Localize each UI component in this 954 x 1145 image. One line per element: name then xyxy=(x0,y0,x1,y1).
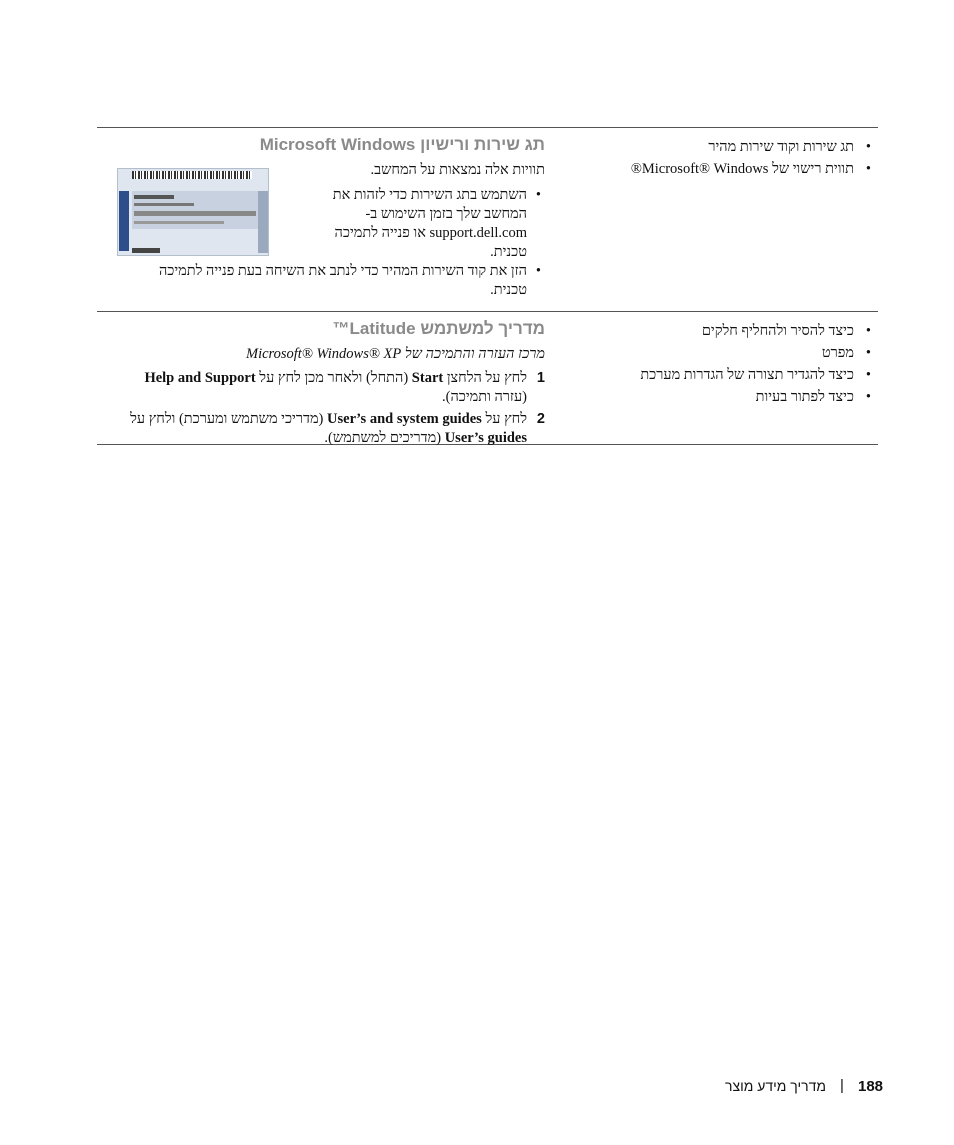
coa-strip xyxy=(119,191,129,251)
step-number: 2 xyxy=(536,411,545,427)
table-row-service-tag xyxy=(97,128,878,311)
step-text: לחץ על הלחצן xyxy=(443,370,527,386)
intro-text: תוויות אלה נמצאות על המחשב. xyxy=(370,162,545,178)
topic-item: • תווית רישוי של Microsoft® Windows® xyxy=(598,158,878,180)
topic-list xyxy=(598,320,878,408)
step-text: (מדריכים למשתמש). xyxy=(324,430,445,446)
coa-line xyxy=(134,203,194,206)
section-subtitle: מרכז העזרה והתמיכה של Microsoft® Windows® XP xyxy=(245,346,545,362)
coa-line xyxy=(134,195,174,199)
topic-item: • מפרט xyxy=(598,342,878,364)
coa-line xyxy=(134,221,224,224)
info-bullet: • השתמש בתג השירות כדי לזהות את המחשב שלך בזמן השימוש ב- support.dell.com או פנייה לתמיכה טכנית. xyxy=(317,186,545,262)
license-label-image xyxy=(117,168,269,256)
table-row-user-guide xyxy=(97,312,878,444)
topic-item: • כיצד לפתור בעיות xyxy=(598,386,878,408)
users-guides-label: User’s guides xyxy=(444,430,527,446)
step-text: לחץ על xyxy=(481,411,527,427)
topic-item: • כיצד להסיר ולהחליף חלקים xyxy=(598,320,878,342)
page-number: 188 xyxy=(858,1078,884,1095)
topic-list xyxy=(598,136,878,180)
topics-column xyxy=(598,312,878,408)
step-text: (מדריכי משתמש ומערכת) ולחץ על xyxy=(130,411,328,427)
section-heading: מדריך למשתמש Latitude™ xyxy=(332,319,545,338)
microsoft-logo xyxy=(132,248,160,253)
topic-item: • כיצד להגדיר תצורה של הגדרות מערכת xyxy=(598,364,878,386)
coa-line xyxy=(134,211,256,216)
topics-column xyxy=(598,128,878,180)
footer-title: מדריך מידע מוצר xyxy=(725,1078,826,1094)
start-label: Start xyxy=(411,370,444,386)
page-footer xyxy=(700,1078,890,1100)
help-support-label: Help and Support xyxy=(144,370,256,386)
info-bullet: • הזן את קוד השירות המהיר כדי לנתב את השיחה בעת פנייה לתמיכה טכנית. xyxy=(127,262,545,300)
step-text: (התחל) ולאחר מכן לחץ על xyxy=(255,370,412,386)
source-column xyxy=(125,312,545,451)
info-bullets xyxy=(125,262,545,300)
step-text: (עזרה ותמיכה). xyxy=(442,389,527,405)
step-item xyxy=(125,410,545,448)
step-item xyxy=(125,369,545,407)
hologram-strip xyxy=(258,191,268,253)
section-heading: תג שירות ורישיון Microsoft Windows xyxy=(259,135,545,154)
step-list xyxy=(125,369,545,448)
footer-separator: | xyxy=(840,1077,844,1094)
barcode-graphic xyxy=(132,171,252,179)
system-guides-label: User’s and system guides xyxy=(327,411,482,427)
source-column-wide xyxy=(125,262,545,300)
info-table xyxy=(97,127,878,445)
topic-item: • תג שירות וקוד שירות מהיר xyxy=(598,136,878,158)
step-number: 1 xyxy=(536,370,545,386)
